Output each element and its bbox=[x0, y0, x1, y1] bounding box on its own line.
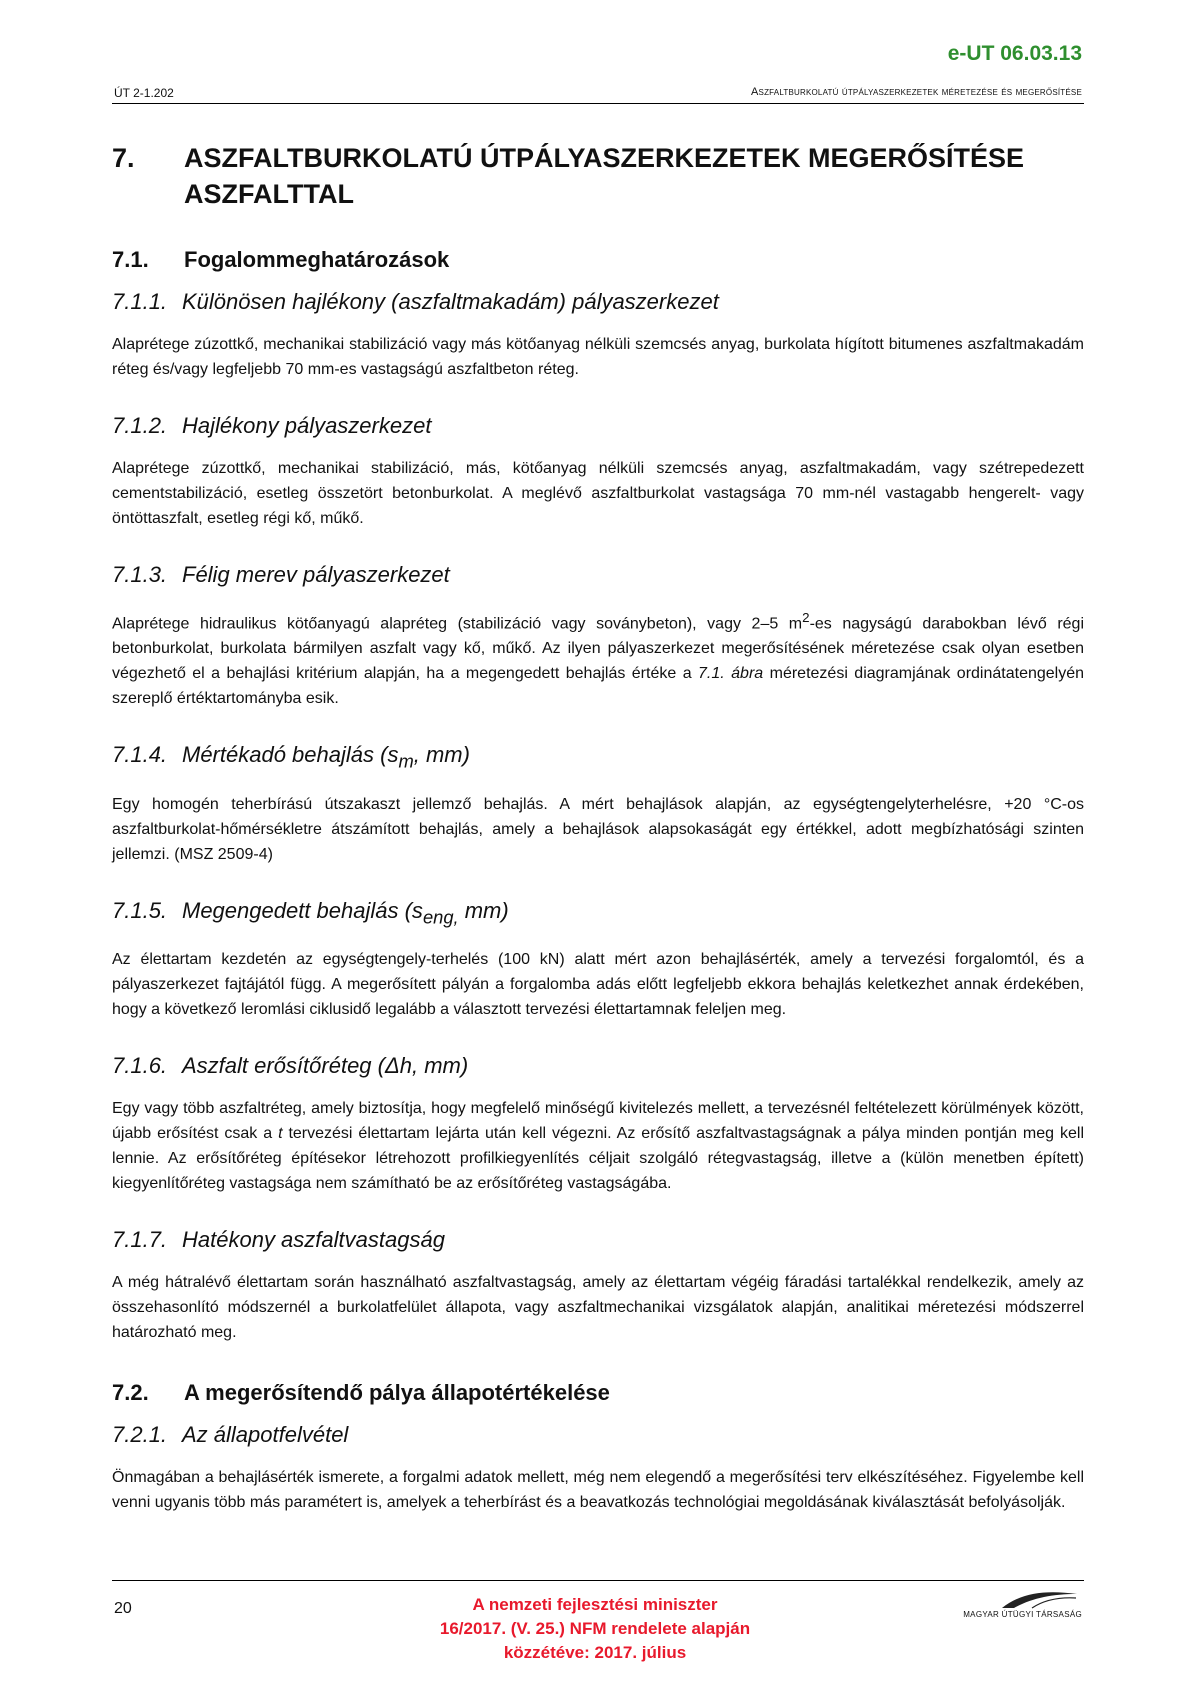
paragraph-7-1-3 bbox=[112, 605, 1084, 711]
logo-text: MAGYAR ÚTÜGYI TÁRSASÁG bbox=[963, 1610, 1082, 1619]
road-swoosh-icon bbox=[992, 1588, 1082, 1610]
section-title: Fogalommeghatározások bbox=[184, 247, 450, 272]
section-number: 7.2. bbox=[112, 1380, 149, 1406]
paragraph-7-2-1: Önmagában a behajlásérték ismerete, a forgalmi adatok mellett, még nem elegendő a megerősítési terv elkészítéséhez. Figyelembe kell venni ugyanis több más paramétert is, amelyek a teherbírást és a beavatkozás technológiai megoldásának kiválasztását befolyásolják. bbox=[112, 1469, 1084, 1512]
subsection-title: Félig merev pályaszerkezet bbox=[182, 562, 450, 587]
chapter-heading bbox=[112, 140, 1084, 212]
paragraph-text: tervezési élettartam lejárta után kell végezni. Az erősítő aszfaltvastagságnak a pálya minden pontján meg kell lennie. Az erősítőréteg építésekor létrehozott profilkiegyenlítés céljait szolgáló rétegvastagság, illetve a (külön menetben épített) kiegyenlítőréteg vastagsága nem számítható be az erősítőréteg vastagságába. bbox=[112, 1125, 1084, 1193]
paragraph-7-1-2: Alaprétege zúzottkő, mechanikai stabilizáció, más, kötőanyag nélküli szemcsés anyag, aszfaltmakadám, vagy szétrepedezett cementstabilizáció, esetleg összetört betonburkolat. A meglévő aszfaltburkolat vastagsága 70 mm-nél vastagabb hengerelt- vagy öntöttaszfalt, esetleg régi kő, műkő. bbox=[112, 460, 1084, 527]
subsection-number: 7.2.1. bbox=[112, 1422, 168, 1448]
publication-notice bbox=[350, 1593, 840, 1665]
subsection-heading-7-1-6 bbox=[112, 1052, 1084, 1080]
subsection-title: Hatékony aszfaltvastagság bbox=[182, 1227, 445, 1253]
subscript: eng, bbox=[422, 906, 459, 928]
subsection-number: 7.1.4. bbox=[112, 742, 168, 768]
paragraph-text: méretezési diagramjának ordinátatengelyén szereplő értéktartományba esik. bbox=[112, 665, 1085, 708]
chapter-title: ASZFALTBURKOLATÚ ÚTPÁLYASZERKEZETEK MEGERŐSÍTÉSE ASZFALTTAL bbox=[184, 143, 1025, 209]
header-divider bbox=[112, 103, 1084, 104]
subsection-title: Hajlékony pályaszerkezet bbox=[182, 413, 432, 438]
header-running-title: Aszfaltburkolatú útpályaszerkezetek méretezése és megerősítése bbox=[751, 86, 1082, 98]
paragraph-text: -es nagyságú darabokban lévő régi betonburkolat, burkolata bármilyen aszfalt vagy kő, műkő. Az ilyen pályaszerkezet megerősítésének méretezése csak olyan esetben végezhető el a behajlási kritérium alapján, ha a megengedett behajlás értéke a bbox=[112, 615, 1084, 683]
page-content bbox=[112, 140, 1084, 1515]
society-logo bbox=[932, 1588, 1082, 1619]
subsection-title: Mértékadó behajlás (s bbox=[182, 742, 399, 768]
subsection-number: 7.1.7. bbox=[112, 1227, 168, 1253]
document-code: e-UT 06.03.13 bbox=[947, 42, 1082, 65]
superscript: 2 bbox=[802, 610, 810, 625]
subsection-number: 7.1.5. bbox=[112, 897, 168, 923]
variable-t: t bbox=[278, 1125, 283, 1143]
subsection-title: , mm) bbox=[413, 742, 470, 768]
subsection-number: 7.1.1. bbox=[112, 289, 168, 314]
paragraph-text: Egy vagy több aszfaltréteg, amely biztosítja, hogy megfelelő minőségű kivitelezés mellett, a tervezésnél feltételezett körülmények között, újabb erősítést csak a bbox=[112, 1100, 1084, 1143]
paragraph-text: Alaprétege hidraulikus kötőanyagú alapréteg (stabilizáció vagy soványbeton), vagy 2–5 m bbox=[112, 615, 803, 633]
subsection-number: 7.1.2. bbox=[112, 413, 168, 438]
footer-divider bbox=[112, 1580, 1084, 1581]
subsection-heading-7-1-7 bbox=[112, 1226, 1084, 1254]
subsection-heading-7-1-1 bbox=[112, 288, 1084, 316]
notice-line-2: 16/2017. (V. 25.) NFM rendelete alapján bbox=[439, 1619, 751, 1638]
paragraph-7-1-7: A még hátralévő élettartam során használható aszfaltvastagság, amely az élettartam végéig fáradási tartalékkal rendelkezik, amely az összehasonlító módszernél a burkolatfelület állapota, vagy aszfaltmechanikai vizsgálatok alapján, analitikai méretezési módszerrel határozható meg. bbox=[112, 1274, 1084, 1342]
subsection-heading-7-1-3 bbox=[112, 561, 1084, 589]
paragraph-7-1-4: Egy homogén teherbírású útszakaszt jellemző behajlás. A mért behajlások alapján, az egységtengelyterhelésre, +20 °C-os aszfaltburkolat-hőmérsékletre átszámított behajlás, amely a behajlások alapsokaságát egy értékkel, adott megbízhatósági szinten jellemzi. (MSZ 2509-4) bbox=[112, 795, 1084, 863]
section-heading-7-1 bbox=[112, 246, 1084, 274]
subsection-heading-7-1-5 bbox=[112, 897, 1084, 931]
subsection-heading-7-1-2 bbox=[112, 412, 1084, 440]
section-heading-7-2 bbox=[112, 1379, 1084, 1407]
subsection-number: 7.1.6. bbox=[112, 1053, 168, 1079]
header-standard-id: ÚT 2-1.202 bbox=[114, 86, 174, 100]
subsection-heading-7-1-4 bbox=[112, 741, 1084, 775]
page-number: 20 bbox=[114, 1600, 132, 1617]
paragraph-7-1-5: Az élettartam kezdetén az egységtengely-terhelés (100 kN) alatt mért azon behajlásérték, amely a tervezési forgalomtól, és a pályaszerkezet fajtájától függ. A megerősített pályán a forgalomba adás előtt legfeljebb ekkora behajlás keletkezhet annak érdekében, hogy a következő leromlási ciklusidő legalább a választott tervezési élettartamnak feleljen meg. bbox=[112, 951, 1084, 1019]
subsection-number: 7.1.3. bbox=[112, 562, 168, 587]
figure-reference: 7.1. ábra bbox=[698, 665, 764, 683]
subsection-title: mm) bbox=[458, 897, 509, 923]
subsection-title: Különösen hajlékony (aszfaltmakadám) pályaszerkezet bbox=[182, 289, 719, 314]
paragraph-7-1-1: Alaprétege zúzottkő, mechanikai stabilizáció vagy más kötőanyag nélküli szemcsés anyag, burkolata hígított bitumenes aszfaltmakadám réteg és/vagy legfeljebb 70 mm-es vastagságú aszfaltbeton réteg. bbox=[112, 336, 1084, 378]
notice-line-1: A nemzeti fejlesztési miniszter bbox=[472, 1595, 718, 1614]
notice-line-3: közzétéve: 2017. július bbox=[503, 1643, 687, 1662]
paragraph-7-1-6 bbox=[112, 1096, 1084, 1196]
subsection-heading-7-2-1 bbox=[112, 1421, 1084, 1449]
section-number: 7.1. bbox=[112, 247, 149, 272]
subsection-title: Megengedett behajlás (s bbox=[182, 897, 423, 923]
subsection-title: Az állapotfelvétel bbox=[182, 1422, 349, 1448]
subsection-title: Aszfalt erősítőréteg (Δh, mm) bbox=[182, 1053, 469, 1079]
chapter-number: 7. bbox=[112, 143, 135, 173]
subscript: m bbox=[398, 750, 414, 772]
section-title: A megerősítendő pálya állapotértékelése bbox=[184, 1380, 610, 1406]
